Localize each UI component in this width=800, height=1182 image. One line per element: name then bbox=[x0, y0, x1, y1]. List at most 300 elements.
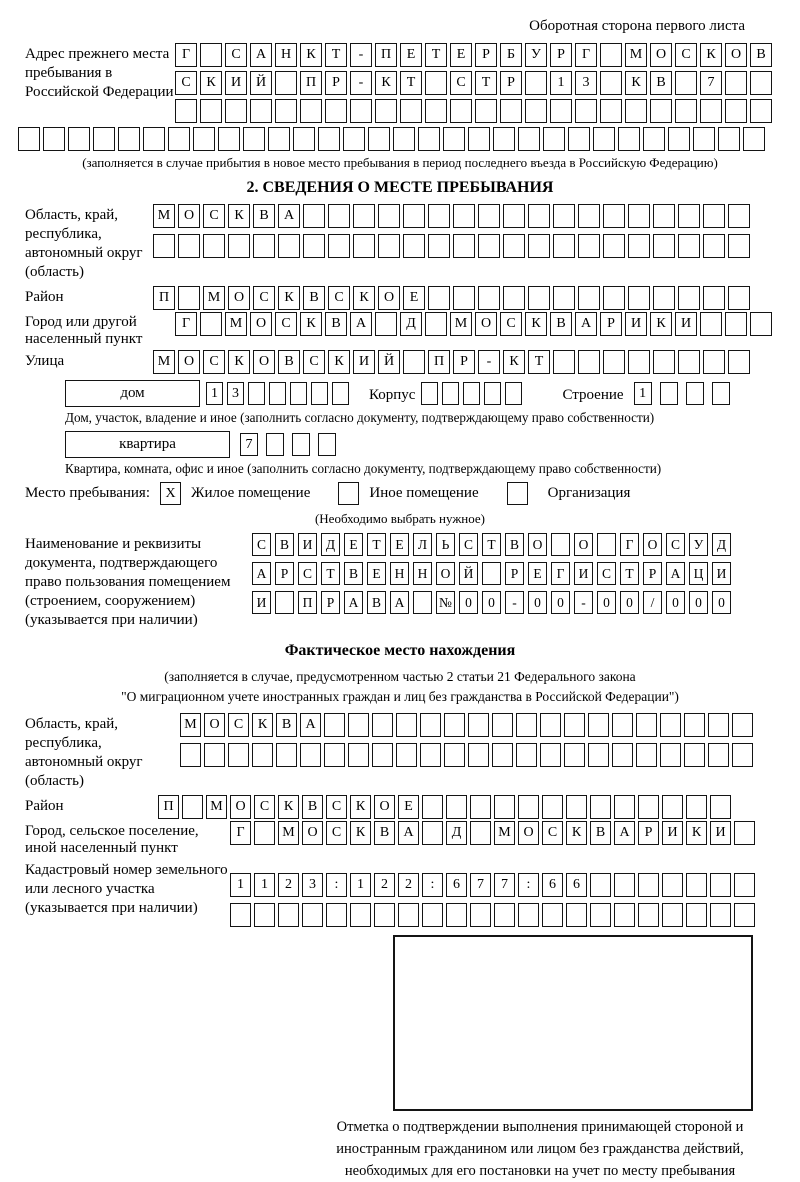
char-box[interactable] bbox=[686, 873, 707, 897]
char-box[interactable]: Е bbox=[344, 533, 363, 556]
char-box[interactable] bbox=[278, 903, 299, 927]
char-box[interactable] bbox=[525, 71, 547, 95]
char-box[interactable]: 3 bbox=[227, 382, 244, 405]
char-box[interactable] bbox=[542, 795, 563, 819]
char-box[interactable] bbox=[668, 127, 690, 151]
char-box[interactable]: К bbox=[525, 312, 547, 336]
char-box[interactable]: С bbox=[328, 286, 350, 310]
char-box[interactable] bbox=[662, 873, 683, 897]
char-box[interactable] bbox=[686, 382, 704, 405]
char-box[interactable]: М bbox=[225, 312, 247, 336]
char-box[interactable]: В bbox=[302, 795, 323, 819]
char-box[interactable] bbox=[468, 127, 490, 151]
char-box[interactable] bbox=[728, 204, 750, 228]
char-box[interactable] bbox=[590, 903, 611, 927]
char-box[interactable]: С bbox=[326, 821, 347, 845]
char-box[interactable] bbox=[444, 713, 465, 737]
char-box[interactable]: Й bbox=[459, 562, 478, 585]
char-box[interactable] bbox=[660, 743, 681, 767]
char-box[interactable]: 3 bbox=[302, 873, 323, 897]
char-box[interactable]: О bbox=[230, 795, 251, 819]
char-box[interactable]: О bbox=[178, 204, 200, 228]
char-box[interactable] bbox=[348, 713, 369, 737]
char-box[interactable]: В bbox=[325, 312, 347, 336]
char-box[interactable] bbox=[18, 127, 40, 151]
char-box[interactable] bbox=[638, 873, 659, 897]
char-box[interactable] bbox=[338, 482, 359, 505]
char-box[interactable] bbox=[400, 99, 422, 123]
char-box[interactable] bbox=[638, 795, 659, 819]
char-box[interactable]: Т bbox=[528, 350, 550, 374]
char-box[interactable] bbox=[254, 821, 275, 845]
char-box[interactable]: Е bbox=[400, 43, 422, 67]
char-box[interactable]: Р bbox=[475, 43, 497, 67]
char-box[interactable] bbox=[453, 204, 475, 228]
char-box[interactable] bbox=[178, 286, 200, 310]
char-box[interactable]: К bbox=[650, 312, 672, 336]
char-box[interactable] bbox=[612, 713, 633, 737]
char-box[interactable]: К bbox=[700, 43, 722, 67]
char-box[interactable] bbox=[300, 99, 322, 123]
char-box[interactable]: К bbox=[375, 71, 397, 95]
char-box[interactable]: Д bbox=[446, 821, 467, 845]
char-box[interactable]: Е bbox=[390, 533, 409, 556]
char-box[interactable] bbox=[378, 234, 400, 258]
char-box[interactable] bbox=[425, 99, 447, 123]
char-box[interactable] bbox=[728, 286, 750, 310]
char-box[interactable]: 6 bbox=[566, 873, 587, 897]
char-box[interactable]: В bbox=[550, 312, 572, 336]
char-box[interactable] bbox=[484, 382, 501, 405]
char-box[interactable]: 1 bbox=[350, 873, 371, 897]
char-box[interactable] bbox=[662, 903, 683, 927]
char-box[interactable]: О bbox=[253, 350, 275, 374]
char-box[interactable] bbox=[703, 204, 725, 228]
char-box[interactable] bbox=[442, 382, 459, 405]
char-box[interactable]: О bbox=[475, 312, 497, 336]
char-box[interactable] bbox=[293, 127, 315, 151]
char-box[interactable]: В bbox=[344, 562, 363, 585]
char-box[interactable] bbox=[678, 204, 700, 228]
char-box[interactable]: В bbox=[278, 350, 300, 374]
char-box[interactable]: А bbox=[398, 821, 419, 845]
char-box[interactable]: П bbox=[158, 795, 179, 819]
char-box[interactable]: О bbox=[436, 562, 455, 585]
char-box[interactable]: С bbox=[500, 312, 522, 336]
char-box[interactable] bbox=[203, 234, 225, 258]
char-box[interactable]: В bbox=[650, 71, 672, 95]
char-box[interactable] bbox=[418, 127, 440, 151]
char-box[interactable]: И bbox=[252, 591, 271, 614]
char-box[interactable] bbox=[250, 99, 272, 123]
char-box[interactable] bbox=[420, 713, 441, 737]
char-box[interactable] bbox=[578, 350, 600, 374]
char-box[interactable] bbox=[278, 234, 300, 258]
char-box[interactable] bbox=[248, 382, 265, 405]
char-box[interactable]: В bbox=[253, 204, 275, 228]
char-box[interactable] bbox=[375, 312, 397, 336]
char-box[interactable] bbox=[686, 795, 707, 819]
char-box[interactable] bbox=[550, 99, 572, 123]
char-box[interactable] bbox=[564, 713, 585, 737]
char-box[interactable] bbox=[470, 795, 491, 819]
char-box[interactable] bbox=[718, 127, 740, 151]
char-box[interactable]: В bbox=[275, 533, 294, 556]
char-box[interactable]: Й bbox=[250, 71, 272, 95]
char-box[interactable]: 0 bbox=[712, 591, 731, 614]
char-box[interactable]: А bbox=[390, 591, 409, 614]
char-box[interactable]: И bbox=[225, 71, 247, 95]
char-box[interactable] bbox=[725, 99, 747, 123]
char-box[interactable] bbox=[500, 99, 522, 123]
char-box[interactable]: Р bbox=[505, 562, 524, 585]
char-box[interactable]: 1 bbox=[634, 382, 652, 405]
char-box[interactable] bbox=[396, 743, 417, 767]
char-box[interactable]: П bbox=[375, 43, 397, 67]
char-box[interactable] bbox=[422, 821, 443, 845]
char-box[interactable]: Р bbox=[638, 821, 659, 845]
char-box[interactable]: П bbox=[298, 591, 317, 614]
char-box[interactable]: У bbox=[525, 43, 547, 67]
char-box[interactable] bbox=[425, 71, 447, 95]
char-box[interactable] bbox=[693, 127, 715, 151]
char-box[interactable] bbox=[318, 433, 336, 456]
char-box[interactable]: Р bbox=[453, 350, 475, 374]
char-box[interactable]: В bbox=[374, 821, 395, 845]
char-box[interactable] bbox=[353, 204, 375, 228]
char-box[interactable] bbox=[700, 99, 722, 123]
char-box[interactable]: О bbox=[374, 795, 395, 819]
char-box[interactable]: Р bbox=[325, 71, 347, 95]
char-box[interactable] bbox=[300, 743, 321, 767]
char-box[interactable]: О bbox=[725, 43, 747, 67]
char-box[interactable]: А bbox=[344, 591, 363, 614]
char-box[interactable]: - bbox=[574, 591, 593, 614]
char-box[interactable] bbox=[653, 286, 675, 310]
char-box[interactable] bbox=[193, 127, 215, 151]
char-box[interactable]: В bbox=[276, 713, 297, 737]
char-box[interactable]: А bbox=[666, 562, 685, 585]
char-box[interactable]: О bbox=[650, 43, 672, 67]
char-box[interactable] bbox=[422, 903, 443, 927]
char-box[interactable]: 6 bbox=[542, 873, 563, 897]
char-box[interactable] bbox=[662, 795, 683, 819]
char-box[interactable]: Т bbox=[482, 533, 501, 556]
char-box[interactable] bbox=[597, 533, 616, 556]
char-box[interactable]: П bbox=[300, 71, 322, 95]
char-box[interactable]: / bbox=[643, 591, 662, 614]
char-box[interactable]: : bbox=[518, 873, 539, 897]
char-box[interactable] bbox=[350, 903, 371, 927]
char-box[interactable] bbox=[446, 903, 467, 927]
char-box[interactable] bbox=[228, 234, 250, 258]
char-box[interactable] bbox=[678, 286, 700, 310]
char-box[interactable] bbox=[368, 127, 390, 151]
char-box[interactable]: П bbox=[428, 350, 450, 374]
char-box[interactable] bbox=[182, 795, 203, 819]
char-box[interactable] bbox=[566, 795, 587, 819]
char-box[interactable]: 2 bbox=[278, 873, 299, 897]
char-box[interactable]: А bbox=[614, 821, 635, 845]
char-box[interactable] bbox=[603, 234, 625, 258]
char-box[interactable]: А bbox=[278, 204, 300, 228]
char-box[interactable]: 2 bbox=[398, 873, 419, 897]
char-box[interactable] bbox=[290, 382, 307, 405]
char-box[interactable] bbox=[492, 713, 513, 737]
char-box[interactable]: У bbox=[689, 533, 708, 556]
char-box[interactable] bbox=[708, 713, 729, 737]
char-box[interactable] bbox=[553, 350, 575, 374]
char-box[interactable] bbox=[444, 743, 465, 767]
char-box[interactable]: С bbox=[225, 43, 247, 67]
char-box[interactable]: О bbox=[302, 821, 323, 845]
char-box[interactable]: О bbox=[250, 312, 272, 336]
char-box[interactable]: С bbox=[597, 562, 616, 585]
house-type-box[interactable]: дом bbox=[65, 380, 200, 407]
char-box[interactable] bbox=[725, 71, 747, 95]
char-box[interactable]: О bbox=[204, 713, 225, 737]
char-box[interactable]: Т bbox=[321, 562, 340, 585]
char-box[interactable] bbox=[478, 286, 500, 310]
char-box[interactable]: 3 bbox=[575, 71, 597, 95]
char-box[interactable] bbox=[318, 127, 340, 151]
char-box[interactable] bbox=[553, 204, 575, 228]
char-box[interactable] bbox=[470, 821, 491, 845]
char-box[interactable] bbox=[684, 713, 705, 737]
char-box[interactable]: К bbox=[300, 43, 322, 67]
char-box[interactable] bbox=[578, 286, 600, 310]
char-box[interactable] bbox=[636, 713, 657, 737]
char-box[interactable]: С bbox=[303, 350, 325, 374]
char-box[interactable] bbox=[403, 204, 425, 228]
char-box[interactable] bbox=[276, 743, 297, 767]
char-box[interactable]: С bbox=[459, 533, 478, 556]
char-box[interactable] bbox=[614, 873, 635, 897]
char-box[interactable] bbox=[551, 533, 570, 556]
char-box[interactable] bbox=[421, 382, 438, 405]
char-box[interactable] bbox=[328, 234, 350, 258]
char-box[interactable] bbox=[750, 71, 772, 95]
char-box[interactable] bbox=[540, 743, 561, 767]
char-box[interactable]: М bbox=[450, 312, 472, 336]
char-box[interactable] bbox=[43, 127, 65, 151]
char-box[interactable]: Т bbox=[425, 43, 447, 67]
char-box[interactable]: Г bbox=[175, 43, 197, 67]
char-box[interactable] bbox=[528, 286, 550, 310]
char-box[interactable]: Н bbox=[390, 562, 409, 585]
char-box[interactable] bbox=[68, 127, 90, 151]
char-box[interactable]: К bbox=[228, 350, 250, 374]
char-box[interactable] bbox=[428, 234, 450, 258]
char-box[interactable] bbox=[475, 99, 497, 123]
char-box[interactable] bbox=[175, 99, 197, 123]
char-box[interactable] bbox=[253, 234, 275, 258]
char-box[interactable]: Е bbox=[450, 43, 472, 67]
char-box[interactable]: М bbox=[206, 795, 227, 819]
char-box[interactable] bbox=[375, 99, 397, 123]
char-box[interactable]: - bbox=[350, 43, 372, 67]
char-box[interactable] bbox=[516, 743, 537, 767]
char-box[interactable]: В bbox=[750, 43, 772, 67]
char-box[interactable] bbox=[703, 350, 725, 374]
char-box[interactable] bbox=[266, 433, 284, 456]
char-box[interactable] bbox=[653, 234, 675, 258]
char-box[interactable]: Е bbox=[528, 562, 547, 585]
char-box[interactable] bbox=[268, 127, 290, 151]
char-box[interactable] bbox=[93, 127, 115, 151]
char-box[interactable]: М bbox=[203, 286, 225, 310]
char-box[interactable] bbox=[463, 382, 480, 405]
char-box[interactable] bbox=[578, 204, 600, 228]
char-box[interactable]: К bbox=[328, 350, 350, 374]
char-box[interactable]: С bbox=[175, 71, 197, 95]
char-box[interactable] bbox=[575, 99, 597, 123]
char-box[interactable]: К bbox=[353, 286, 375, 310]
char-box[interactable]: 7 bbox=[240, 433, 258, 456]
char-box[interactable] bbox=[528, 234, 550, 258]
char-box[interactable]: О bbox=[378, 286, 400, 310]
char-box[interactable]: К bbox=[503, 350, 525, 374]
char-box[interactable] bbox=[118, 127, 140, 151]
char-box[interactable] bbox=[482, 562, 501, 585]
char-box[interactable]: 0 bbox=[666, 591, 685, 614]
char-box[interactable]: 1 bbox=[230, 873, 251, 897]
char-box[interactable]: Д bbox=[712, 533, 731, 556]
char-box[interactable] bbox=[600, 43, 622, 67]
char-box[interactable]: В bbox=[505, 533, 524, 556]
char-box[interactable]: Т bbox=[325, 43, 347, 67]
char-box[interactable]: Й bbox=[378, 350, 400, 374]
char-box[interactable] bbox=[725, 312, 747, 336]
char-box[interactable] bbox=[743, 127, 765, 151]
char-box[interactable] bbox=[710, 903, 731, 927]
char-box[interactable] bbox=[269, 382, 286, 405]
char-box[interactable] bbox=[540, 713, 561, 737]
char-box[interactable] bbox=[204, 743, 225, 767]
char-box[interactable] bbox=[230, 903, 251, 927]
char-box[interactable] bbox=[728, 234, 750, 258]
char-box[interactable] bbox=[732, 713, 753, 737]
char-box[interactable]: Д bbox=[400, 312, 422, 336]
char-box[interactable] bbox=[712, 382, 730, 405]
char-box[interactable] bbox=[593, 127, 615, 151]
char-box[interactable]: 7 bbox=[494, 873, 515, 897]
char-box[interactable]: И bbox=[353, 350, 375, 374]
char-box[interactable] bbox=[478, 204, 500, 228]
char-box[interactable] bbox=[675, 71, 697, 95]
char-box[interactable] bbox=[628, 350, 650, 374]
char-box[interactable]: К bbox=[278, 795, 299, 819]
char-box[interactable] bbox=[686, 903, 707, 927]
char-box[interactable]: К bbox=[252, 713, 273, 737]
char-box[interactable]: Г bbox=[175, 312, 197, 336]
char-box[interactable]: О bbox=[528, 533, 547, 556]
char-box[interactable] bbox=[422, 795, 443, 819]
char-box[interactable]: С bbox=[203, 204, 225, 228]
char-box[interactable] bbox=[636, 743, 657, 767]
char-box[interactable] bbox=[734, 873, 755, 897]
char-box[interactable] bbox=[507, 482, 528, 505]
char-box[interactable] bbox=[600, 99, 622, 123]
char-box[interactable] bbox=[612, 743, 633, 767]
char-box[interactable]: А bbox=[575, 312, 597, 336]
char-box[interactable]: С bbox=[326, 795, 347, 819]
char-box[interactable] bbox=[374, 903, 395, 927]
char-box[interactable]: В bbox=[367, 591, 386, 614]
char-box[interactable]: - bbox=[350, 71, 372, 95]
char-box[interactable] bbox=[492, 743, 513, 767]
char-box[interactable]: 0 bbox=[551, 591, 570, 614]
char-box[interactable] bbox=[660, 382, 678, 405]
char-box[interactable]: 0 bbox=[620, 591, 639, 614]
char-box[interactable]: 2 bbox=[374, 873, 395, 897]
char-box[interactable] bbox=[493, 127, 515, 151]
char-box[interactable] bbox=[638, 903, 659, 927]
char-box[interactable]: 0 bbox=[482, 591, 501, 614]
char-box[interactable]: 0 bbox=[528, 591, 547, 614]
char-box[interactable] bbox=[275, 99, 297, 123]
char-box[interactable]: Д bbox=[321, 533, 340, 556]
char-box[interactable] bbox=[153, 234, 175, 258]
char-box[interactable]: Ц bbox=[689, 562, 708, 585]
char-box[interactable]: С bbox=[298, 562, 317, 585]
char-box[interactable]: М bbox=[153, 204, 175, 228]
char-box[interactable] bbox=[505, 382, 522, 405]
char-box[interactable]: И bbox=[675, 312, 697, 336]
char-box[interactable] bbox=[328, 204, 350, 228]
char-box[interactable]: 1 bbox=[254, 873, 275, 897]
char-box[interactable]: Л bbox=[413, 533, 432, 556]
char-box[interactable] bbox=[143, 127, 165, 151]
char-box[interactable]: А bbox=[300, 713, 321, 737]
char-box[interactable] bbox=[200, 99, 222, 123]
char-box[interactable]: А bbox=[252, 562, 271, 585]
char-box[interactable] bbox=[218, 127, 240, 151]
char-box[interactable]: О bbox=[643, 533, 662, 556]
char-box[interactable] bbox=[200, 43, 222, 67]
char-box[interactable]: : bbox=[422, 873, 443, 897]
char-box[interactable]: : bbox=[326, 873, 347, 897]
char-box[interactable]: М bbox=[278, 821, 299, 845]
char-box[interactable]: О bbox=[518, 821, 539, 845]
char-box[interactable]: Т bbox=[400, 71, 422, 95]
char-box[interactable]: Г bbox=[230, 821, 251, 845]
char-box[interactable]: 0 bbox=[597, 591, 616, 614]
char-box[interactable] bbox=[710, 795, 731, 819]
char-box[interactable] bbox=[543, 127, 565, 151]
char-box[interactable]: К bbox=[625, 71, 647, 95]
char-box[interactable] bbox=[553, 234, 575, 258]
char-box[interactable]: С bbox=[254, 795, 275, 819]
char-box[interactable] bbox=[228, 743, 249, 767]
char-box[interactable] bbox=[590, 873, 611, 897]
char-box[interactable]: К bbox=[566, 821, 587, 845]
char-box[interactable]: Т bbox=[620, 562, 639, 585]
char-box[interactable] bbox=[372, 713, 393, 737]
char-box[interactable]: Р bbox=[600, 312, 622, 336]
char-box[interactable] bbox=[650, 99, 672, 123]
char-box[interactable] bbox=[628, 234, 650, 258]
char-box[interactable] bbox=[453, 286, 475, 310]
char-box[interactable]: Р bbox=[500, 71, 522, 95]
char-box[interactable] bbox=[728, 350, 750, 374]
char-box[interactable] bbox=[750, 99, 772, 123]
char-box[interactable]: И bbox=[662, 821, 683, 845]
char-box[interactable] bbox=[450, 99, 472, 123]
char-box[interactable]: 6 bbox=[446, 873, 467, 897]
char-box[interactable] bbox=[750, 312, 772, 336]
char-box[interactable] bbox=[732, 743, 753, 767]
